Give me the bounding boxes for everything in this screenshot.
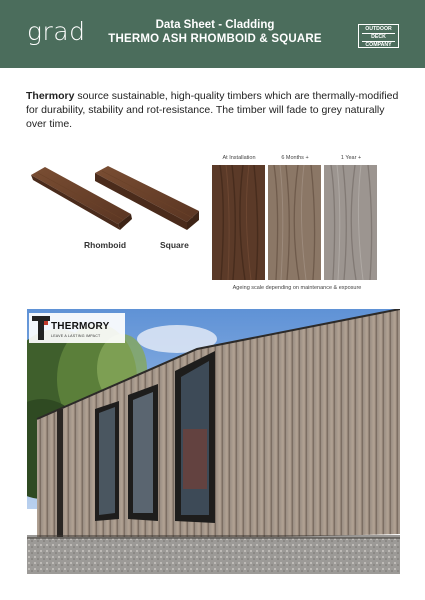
intro-brand: Thermory xyxy=(26,90,75,102)
intro-paragraph xyxy=(26,89,406,131)
title-line-2: THERMO ASH RHOMBOID & SQUARE xyxy=(108,33,322,45)
logo-word-2: DECK xyxy=(362,33,395,42)
square-caption: Square xyxy=(160,240,189,250)
window-2 xyxy=(128,384,158,521)
stage-label-6-months: 6 Months + xyxy=(281,155,309,161)
grad-logo: grad xyxy=(27,17,86,46)
ageing-caption: Ageing scale depending on maintenance & exposure xyxy=(232,285,362,291)
title-line-1: Data Sheet - Cladding xyxy=(155,19,275,31)
board-profiles-image xyxy=(28,158,208,238)
thermory-brand-name: THERMORY xyxy=(51,321,110,332)
header-banner xyxy=(0,0,425,68)
logo-word-1: OUTDOOR xyxy=(365,26,392,32)
intro-text: source sustainable, high-quality timbers which are thermally-modified for durability, stability and rot-resistance. The timber will fade to grey naturally over time. xyxy=(26,90,399,130)
thermory-t-icon xyxy=(31,315,51,341)
profile-illustrations xyxy=(28,158,208,258)
stage-label-1-year: 1 Year + xyxy=(340,155,362,161)
rhomboid-caption: Rhomboid xyxy=(84,240,127,250)
window-1 xyxy=(95,401,119,521)
thermory-tagline: LEAVE A LASTING IMPACT xyxy=(51,334,101,338)
cladded-building-image xyxy=(27,309,400,574)
thermory-logo xyxy=(29,313,125,343)
window-3 xyxy=(175,351,215,523)
building-photo xyxy=(27,309,400,574)
logo-word-3: COMPANY xyxy=(365,42,392,48)
outdoor-deck-company-logo xyxy=(358,24,399,48)
page-title xyxy=(90,18,340,46)
stage-label-installation: At Installation xyxy=(222,155,256,161)
